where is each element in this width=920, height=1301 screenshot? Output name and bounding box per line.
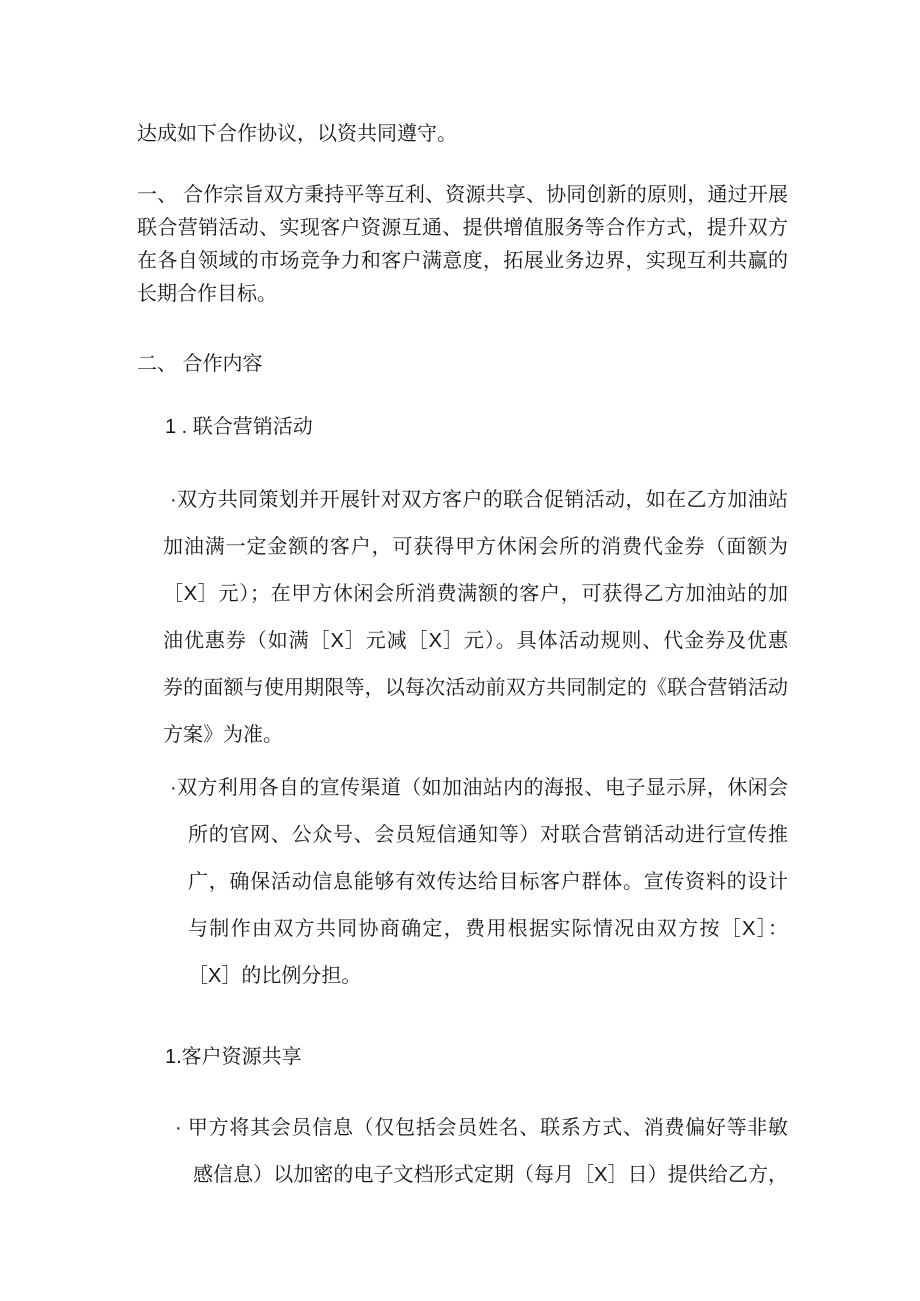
text-line: 方案》为准。 [163, 724, 283, 746]
text-line: 联合营销活动、实现客户资源互通、提供增值服务等合作方式，提升双方 [137, 217, 788, 239]
text-line: 广，确保活动信息能够有效传达给目标客户群体。宣传资料的设计 [188, 871, 788, 893]
text-line: 一、 合作宗旨双方秉持平等互利、资源共享、协同创新的原则，通过开展 [137, 184, 788, 206]
bullet-joint-promotion [163, 477, 788, 759]
text-line: 与制作由双方共同协商确定，费用根据实际情况由双方按［X］： [188, 918, 788, 940]
subheading-joint-marketing [165, 411, 788, 444]
text-line: ［X］的比例分担。 [188, 965, 362, 987]
heading-text: 1.客户资源共享 [165, 1046, 302, 1068]
subheading-customer-sharing [165, 1041, 788, 1074]
section-purpose-paragraph [137, 179, 788, 311]
text-line: ·双方共同策划并开展针对双方客户的联合促销活动，如在乙方加油站 [170, 489, 788, 511]
heading-text: 1 . 联合营销活动 [165, 416, 313, 438]
text-line: ·双方利用各自的宣传渠道（如加油站内的海报、电子显示屏，休闲会 [170, 777, 788, 799]
text-line: 所的官网、公众号、会员短信通知等）对联合营销活动进行宣传推 [188, 824, 788, 846]
text-line: 达成如下合作协议，以资共同遵守。 [137, 123, 457, 145]
text-line: 长期合作目标。 [137, 283, 277, 305]
text-line: 加油满一定金额的客户，可获得甲方休闲会所的消费代金券（面额为 [163, 536, 788, 558]
text-line: 券的面额与使用期限等，以每次活动前双方共同制定的《联合营销活动 [163, 677, 788, 699]
text-line: 在各自领域的市场竞争力和客户满意度，拓展业务边界，实现互利共赢的 [137, 250, 788, 272]
text-line: 油优惠券（如满［X］元减［X］元）。具体活动规则、代金券及优惠 [163, 630, 788, 652]
heading-text: 二、 合作内容 [137, 353, 263, 375]
bullet-member-info [175, 1105, 788, 1199]
bullet-marketing-publicity [170, 765, 788, 1000]
intro-paragraph [137, 118, 788, 151]
section-content-heading [137, 348, 788, 381]
text-line: · 甲方将其会员信息（仅包括会员姓名、联系方式、消费偏好等非敏 [175, 1117, 788, 1139]
text-line: 感信息）以加密的电子文档形式定期（每月［X］日）提供给乙方， [193, 1164, 788, 1186]
text-line: ［X］元）；在甲方休闲会所消费满额的客户，可获得乙方加油站的加 [163, 583, 788, 605]
